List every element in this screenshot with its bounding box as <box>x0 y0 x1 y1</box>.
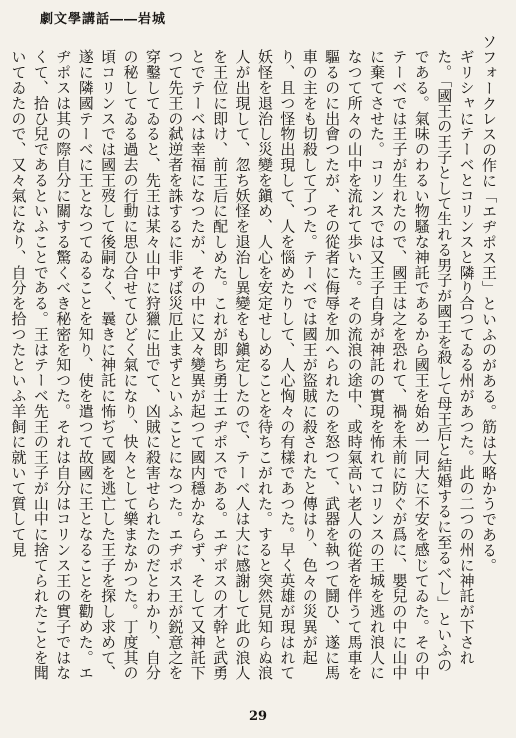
body-text <box>9 34 500 684</box>
paragraph-intro: ソフォークレスの作に「エヂポス王」といふのがある。筋は大略かうである。 <box>480 34 498 573</box>
running-header: 劇文學講話――岩城 <box>40 12 167 27</box>
page-number: 29 <box>248 709 268 724</box>
paragraph-synopsis: ギリシャにテーベとコリンスと隣り合つてゐる州があつた。此の二つの州に神託が下された。「國王の王子として生れる男子が國王を殺して母王后と結婚するに至るべし」といふのである。氣味のわるい物騷な神託であるから國王を始め一同大に不安を感じてゐた。その中テーベでは王子が生れたので、國王は之を恐れて、禍を未前に防ぐが爲に、嬰兒の中に山中に棄てさせた。コリンスでは又王子自身が神託の實現を怖れてコリンスの王城を逃れ浪人になつて所々の山中を流れて歩いた。その流浪の途中、或時氣高い老人の從者を伴うて馬車を驅るのに出會つたが、その從者に侮辱を加へられたのを怒つて、武器を執つて鬪ひ、遂に馬車の主をも切殺して了つた。テーベでは國王が盜賊に殺されたと傳はり、色々の災異が起り、且つ怪物出現して、人を惱めたりして、人心恟々の有樣であつた。早く英雄が現はれて妖怪を退治し災變を鎭め、人心を安定せしめることを待ちこがれた。すると突然見知らぬ浪人が出現して、忽ち妖怪を退治し異變をも鎭定したので、テーベ人は大に感謝して此の浪人を王位に即け、前王后に配しめた。これが即ち勇士エヂポスである。エヂポスの才幹と武勇とでテーベは幸福になつたが、その中に又々變異が起つて國内穩かならず、そして又神託下つて先王の弑逆者を誅するに非ずば災厄止まずといふことになつた。エヂポス王が鋭意之を穿鑿してゐると、先王は某々山中に狩獵に出でて、凶賊に殺害せられたのだとわかり、自分の秘してゐる過去の行動に思ひ合せてひどく氣になり、快々として樂まなかつた。丁度其の頃コリンスでは國王歿して後嗣なく、曩きに神託に怖ぢて國を逃亡した王子を探し求めて、遂に隣國テーベに王となつてゐることを知り、使を遣つて故國に王となることを勸めた。エヂポスは其の際自分に關する驚くべき秘密を知つた。それは自分はコリンス王の實子ではなくて、拾ひ兒であるといふことである。王はテーベ先王の王子が山中に捨てられたことを聞いてゐたので、又々氣になり、自分を拾つたといふ羊飼に就いて質して見 <box>9 49 476 681</box>
